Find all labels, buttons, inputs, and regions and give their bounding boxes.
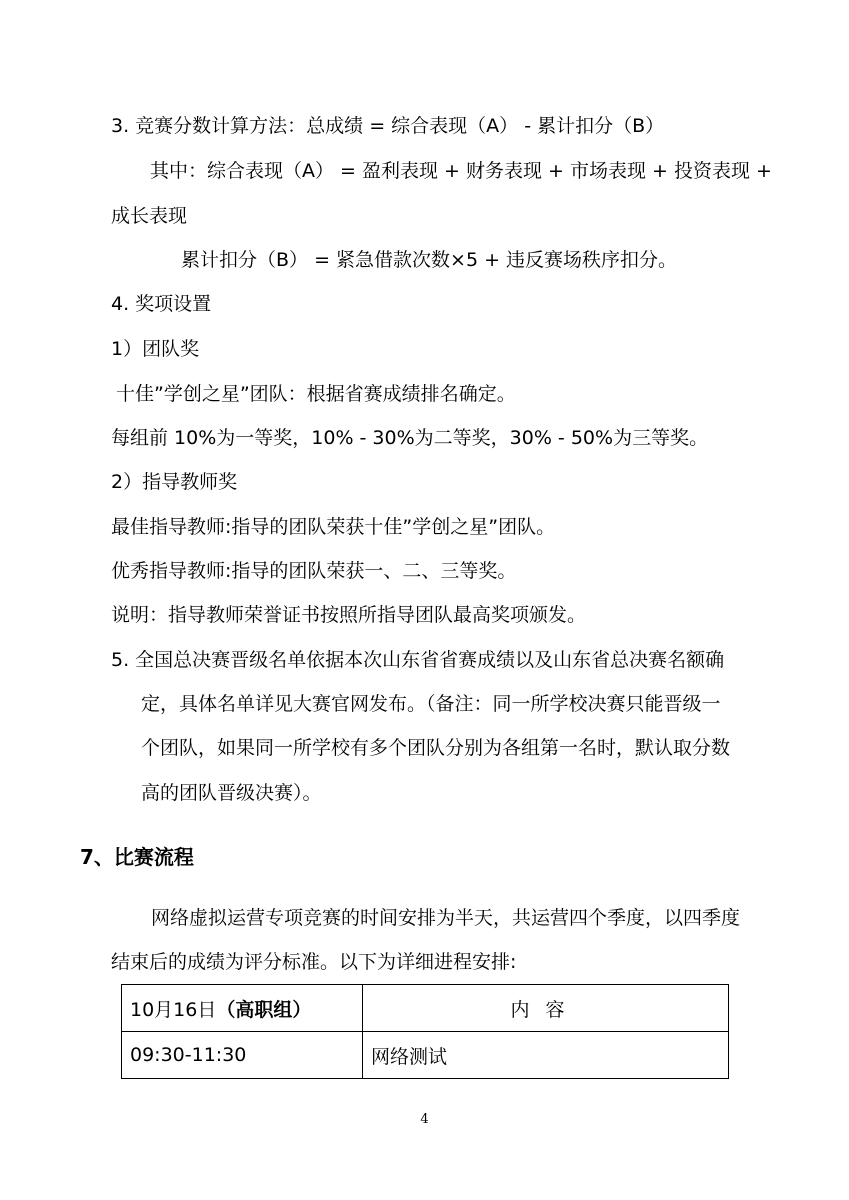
header-group: （高职组） (216, 998, 312, 1021)
schedule-table (121, 984, 729, 1079)
awards-item: 4. 奖项设置 (111, 293, 212, 315)
scoring-detail-continuation: 成长表现 (111, 205, 188, 227)
national-final-item: 5. 全国总决赛晋级名单依据本次山东省省赛成绩以及山东省总决赛名额确 (111, 649, 725, 671)
header-date-cell (122, 985, 363, 1032)
header-date: 10月16日 (130, 998, 217, 1021)
time-cell: 09:30-11:30 (122, 1032, 363, 1079)
top-ten-team-line: 十佳”学创之星”团队：根据省赛成绩排名确定。 (116, 383, 516, 405)
deduction-detail-line: 累计扣分（B） = 紧急借款次数×5 + 违反赛场秩序扣分。 (181, 249, 678, 271)
team-award-heading: 1）团队奖 (111, 338, 200, 360)
content-cell: 网络测试 (363, 1032, 729, 1079)
scoring-method-item: 3. 竞赛分数计算方法：总成绩 = 综合表现（A） - 累计扣分（B） (111, 115, 665, 137)
table-row (122, 1032, 729, 1079)
best-teacher-line: 最佳指导教师:指导的团队荣获十佳”学创之星”团队。 (111, 516, 556, 538)
table-header-row (122, 985, 729, 1032)
excellent-teacher-line: 优秀指导教师:指导的团队荣获一、二、三等奖。 (111, 560, 517, 582)
header-content-cell: 内容 (363, 985, 729, 1032)
certificate-note-line: 说明：指导教师荣誉证书按照所指导团队最高奖项颁发。 (111, 604, 587, 626)
section-heading-competition-process: 7、比赛流程 (80, 845, 194, 869)
national-final-continuation: 个团队，如果同一所学校有多个团队分别为各组第一名时，默认取分数 (141, 737, 731, 759)
national-final-continuation: 定，具体名单详见大赛官网发布。（备注：同一所学校决赛只能晋级一 (141, 693, 721, 715)
process-intro-continuation: 结束后的成绩为评分标准。以下为详细进程安排: (111, 951, 517, 973)
national-final-continuation: 高的团队晋级决赛）。 (141, 782, 322, 804)
page-number: 4 (420, 1112, 429, 1127)
process-intro-line: 网络虚拟运营专项竞赛的时间安排为半天，共运营四个季度，以四季度 (151, 907, 741, 929)
teacher-award-heading: 2）指导教师奖 (111, 471, 238, 493)
scoring-detail-line: 其中：综合表现（A） = 盈利表现 + 财务表现 + 市场表现 + 投资表现 + (150, 160, 772, 182)
prize-ratio-line: 每组前 10%为一等奖，10% - 30%为二等奖，30% - 50%为三等奖。 (111, 427, 709, 449)
